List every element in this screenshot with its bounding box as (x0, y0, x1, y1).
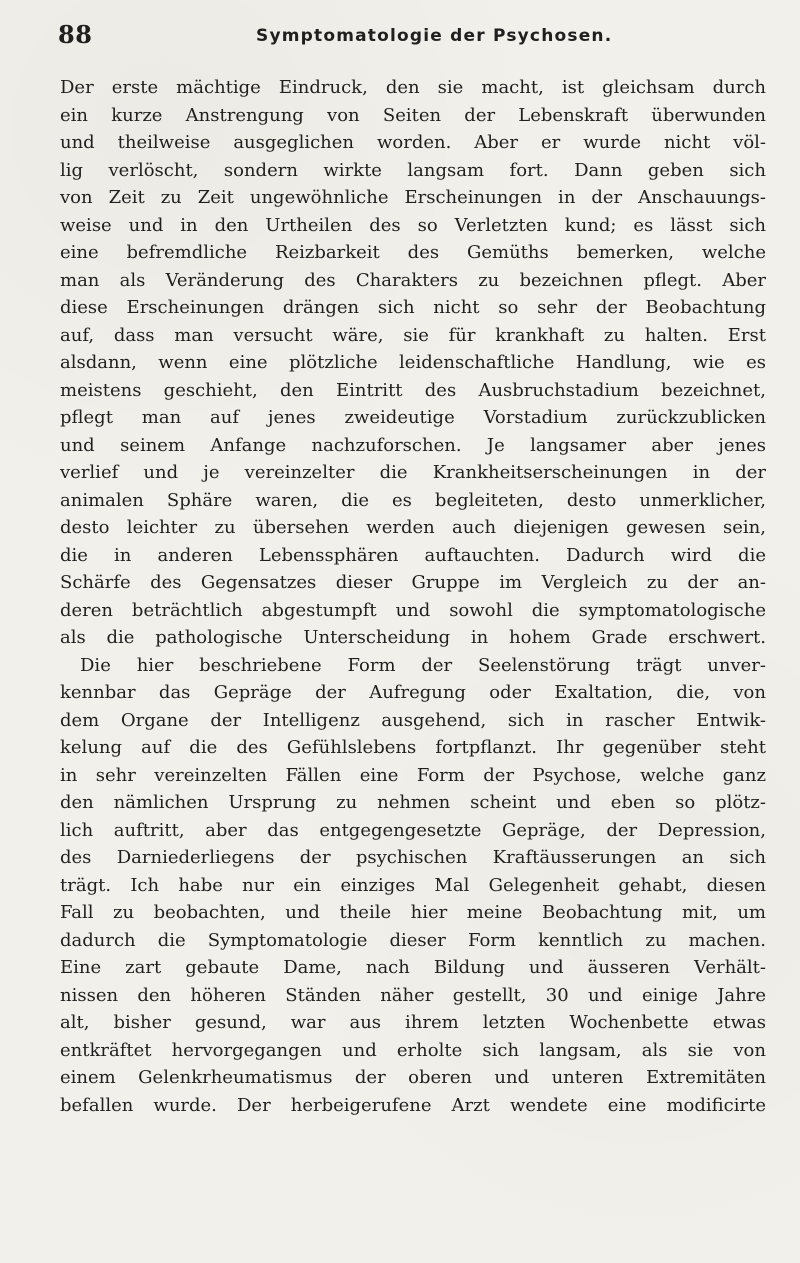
text-line: den nämlichen Ursprung zu nehmen scheint und eben so plötz- (60, 792, 766, 813)
text-line: Fall zu beobachten, und theile hier meine Beobachtung mit, um (60, 902, 766, 923)
body-text (60, 74, 766, 1119)
text-line: man als Veränderung des Charakters zu bezeichnen pflegt. Aber (60, 269, 766, 291)
text-line: entkräftet hervorgegangen und erholte sich langsam, als sie von (60, 1039, 766, 1061)
text-line: und theilweise ausgeglichen worden. Aber er wurde nicht völ- (60, 132, 766, 153)
text-line: eine befremdliche Reizbarkeit des Gemüths bemerken, welche (60, 242, 766, 263)
text-line: alt, bisher gesund, war aus ihrem letzten Wochenbette etwas (60, 1012, 766, 1033)
text-line: kennbar das Gepräge der Aufregung oder Exaltation, die, von (60, 682, 766, 703)
text-line: pflegt man auf jenes zweideutige Vorstadium zurückzublicken (60, 407, 766, 428)
text-line: animalen Sphäre waren, die es begleiteten, desto unmerklicher, (60, 489, 766, 511)
text-line: Der erste mächtige Eindruck, den sie macht, ist gleichsam durch (60, 77, 766, 98)
text-line: von Zeit zu Zeit ungewöhnliche Erscheinungen in der Anschauungs- (60, 187, 766, 208)
text-line: lich auftritt, aber das entgegengesetzte Gepräge, der Depression, (60, 819, 766, 841)
text-line: die in anderen Lebenssphären auftauchten. Dadurch wird die (60, 544, 766, 566)
text-line: meistens geschieht, den Eintritt des Ausbruchstadium bezeichnet, (60, 379, 766, 401)
text-line: kelung auf die des Gefühlslebens fortpflanzt. Ihr gegenüber steht (60, 737, 766, 758)
page-header (58, 20, 762, 52)
text-line: ein kurze Anstrengung von Seiten der Lebenskraft überwunden (60, 104, 766, 126)
text-line: befallen wurde. Der herbeigerufene Arzt wendete eine modificirte (60, 1094, 766, 1116)
text-line: dadurch die Symptomatologie dieser Form kenntlich zu machen. (60, 929, 766, 951)
text-line: alsdann, wenn eine plötzliche leidenschaftliche Handlung, wie es (60, 352, 766, 373)
text-line: des Darniederliegens der psychischen Kraftäusserungen an sich (60, 847, 766, 868)
text-line: deren beträchtlich abgestumpft und sowohl die symptomatologische (60, 599, 766, 621)
page-number: 88 (58, 20, 93, 49)
text-line: als die pathologische Unterscheidung in hohem Grade erschwert. (60, 627, 766, 648)
running-title: Symptomatologie der Psychosen. (256, 26, 613, 46)
text-line: einem Gelenkrheumatismus der oberen und unteren Extremitäten (60, 1067, 766, 1088)
text-line: und seinem Anfange nachzuforschen. Je langsamer aber jenes (60, 434, 766, 456)
text-line-indented: Die hier beschriebene Form der Seelenstörung trägt unver- (80, 654, 766, 676)
text-line: desto leichter zu übersehen werden auch diejenigen gewesen sein, (60, 517, 766, 538)
text-line: trägt. Ich habe nur ein einziges Mal Gelegenheit gehabt, diesen (60, 874, 766, 896)
paragraph-1 (60, 74, 766, 652)
text-line: verlief und je vereinzelter die Krankheitserscheinungen in der (60, 462, 766, 483)
text-line: lig verlöscht, sondern wirkte langsam fort. Dann geben sich (60, 159, 766, 181)
text-line: Eine zart gebaute Dame, nach Bildung und äusseren Verhält- (60, 957, 766, 978)
text-line: Schärfe des Gegensatzes dieser Gruppe im Vergleich zu der an- (60, 572, 766, 593)
text-line: dem Organe der Intelligenz ausgehend, sich in rascher Entwik- (60, 709, 766, 731)
paragraph-2 (60, 652, 766, 1120)
text-line: diese Erscheinungen drängen sich nicht so sehr der Beobachtung (60, 297, 766, 318)
text-line: nissen den höheren Ständen näher gestellt, 30 und einige Jahre (60, 984, 766, 1006)
text-line: in sehr vereinzelten Fällen eine Form der Psychose, welche ganz (60, 764, 766, 786)
text-line: auf, dass man versucht wäre, sie für krankhaft zu halten. Erst (60, 324, 766, 346)
text-line: weise und in den Urtheilen des so Verletzten kund; es lässt sich (60, 214, 766, 236)
